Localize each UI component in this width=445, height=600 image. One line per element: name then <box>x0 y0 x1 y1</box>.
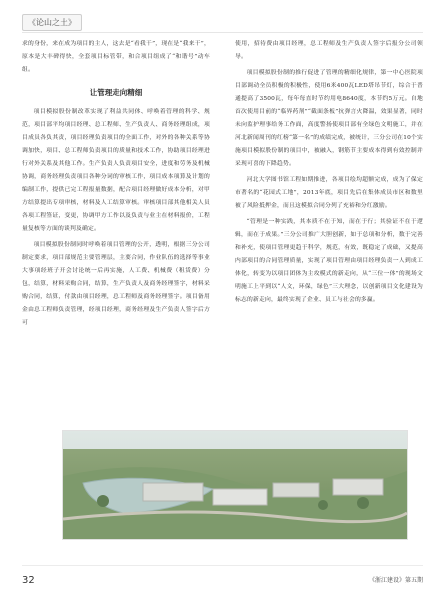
right-column <box>235 38 423 310</box>
publication-source: 《浙江建设》第五期 <box>368 577 423 584</box>
photo-illustration <box>63 431 407 539</box>
page-number: 32 <box>22 575 35 586</box>
right-paragraph-4: 河北大学图书馆工程如期推进，各项目绘均超额完成，成为了保定市著名的“花园式工地”，2013年底，项目先后在集体成员市区和数里被了风险抵押金，而且这模拟合同分列了充裕和分红激励。 <box>235 177 423 209</box>
right-paragraph-1: 使用，招待费由项目经理，总工程师及生产负责人签字后报分公司领导。 <box>235 41 423 60</box>
right-paragraph-2: 项目模拟股份制的推行促进了管理的精细化规律，第一中心医院项目部调动全员积极的积极性，使用6米400瓦LED塔吊节灯，综合于普通提高了3500瓦，每年每直时节约用电8640度，本节约5万元。自地首次使用目前的“临界药剂”“截面条板”抗弹言火降温，效果显著，同时未向监护理事给务工作面，高度警扬使项目部有全绿色文明施工，并在河北新闻周刊的红榜“第一名”的成绩完成，被统计，三分公司在10个实施项目模拟股份制的项目中，被融入，钢筋节主要成本得到有效控制并采现可喜的下降趋势。 <box>235 70 424 167</box>
footer-rule <box>22 565 423 566</box>
left-paragraph-3: 项目模拟股份制同时呼唤着项目管理的公开，透明，根据三分公司制定要求，项目部规范主要管理层，主要合同，作业队伍的选择等事业大事项经班子开会讨论统一后再实施，人工费、机械费（租赁费）分包，结算，材料采购合同，结算，生产负责人及商务经理签字，材料采购合同，结算，付款由项目经理，总工程师及商务经理签字。项目备用金由总工程师负责管理，经项目经理，商务经理及生产负责人签字后方可 <box>22 242 210 326</box>
left-column <box>22 38 210 333</box>
section-tag: 《论山之土》 <box>22 14 82 31</box>
header-rule <box>22 32 423 33</box>
left-paragraph-1: 求的身份，来在成为项目的主人，这去是“看我干”，现在是“我来干”，原本是大丰碑得快，全套项目标管带，和合项目组成了“和谐号”动车组。 <box>22 41 210 73</box>
left-paragraph-2: 项目模拟股份制改革实现了利益共同体、呼唤着管理的科学、规范，项目部平均项目经理、总工程师、生产负责人、商务经理组成，项目成员各负其责，项目经理负责项目的全面工作，对外的各种关系等协调加快，项目、总工程师负责项目的质量和技术工作，协助项目经理进行对外关系及其他工作。生产负责人负责项目安全，进度和劳务及机械协调，商务经理负责项目各种分词的审核工作，项目成本项算及计划的编制工作，提供已完工程报量数据，配合项目经理做好成本分析，对甲方结算提出专项审核，材料及人工结算审核。审核项目部其他相关人员各项工程签证，变更，协调甲方工作以及负责与业主在材料报价，工程量复核等方面的谈判及确定。 <box>22 109 210 232</box>
right-paragraph-5: “管理是一种实践，其本质不在于知，而在于行；其验证不在于逻辑，而在于成果。”三分公司推广大胆创新，如于总项和分析，数于完善和补充，使项目管理更趋于科学，规范，有效，既稳定了成础，又提高内部项目的合同管理质量，实现了项目管理由项目经理负责一人到成工体化，转变为以项目团体为主攻模式的新走向，从“三位一体”的现场文明施工上平到以“人文，环保，绿色”三大理念，以创新项目文化建设为标志的新走向，最终实现了企业、员工与社会的多赢。 <box>235 219 423 303</box>
section-heading: 让管理走向精细 <box>89 88 143 97</box>
aerial-campus-photo <box>62 430 408 540</box>
